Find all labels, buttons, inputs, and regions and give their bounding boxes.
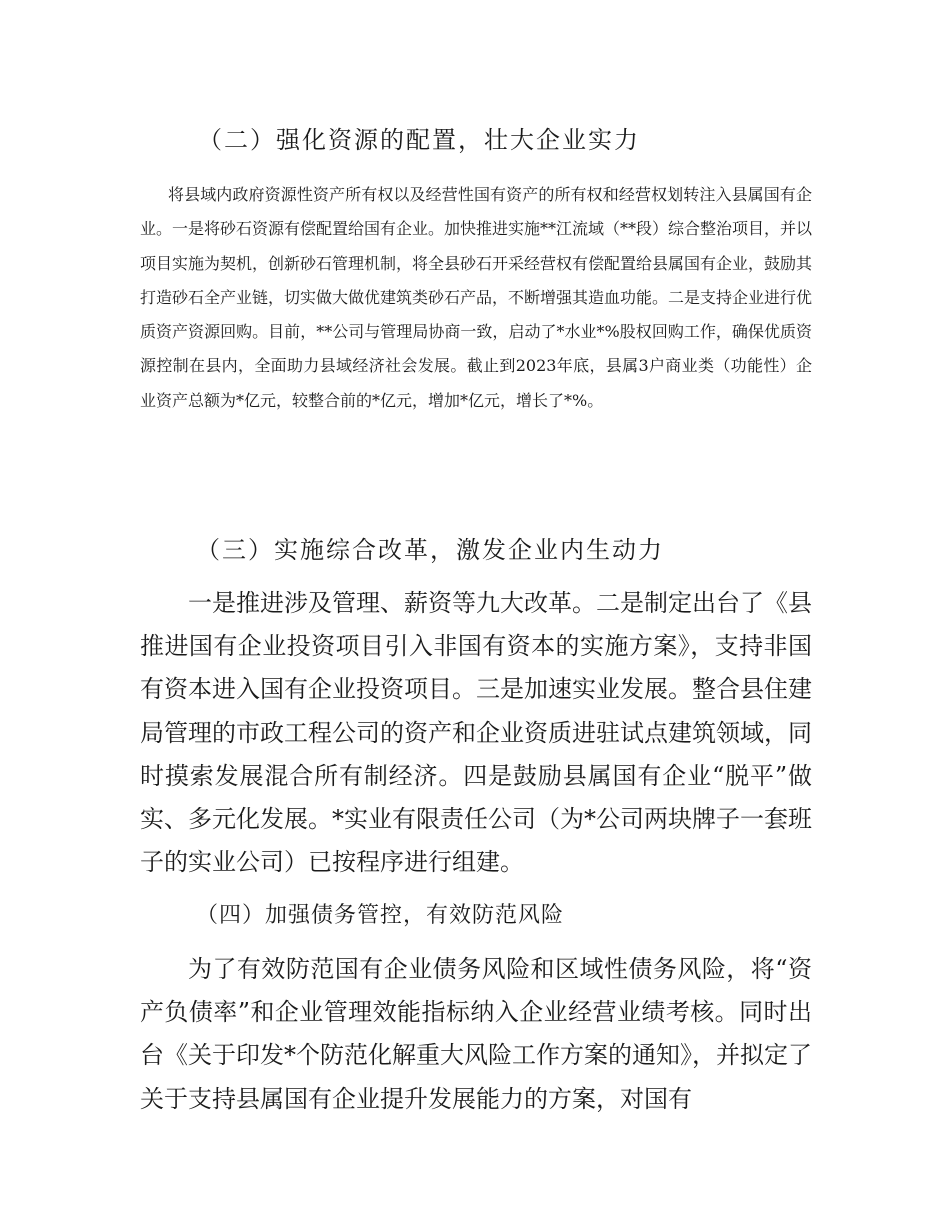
section-body-debt-control: 为了有效防范国有企业债务风险和区域性债务风险，将“资产负债率”和企业管理效能指标纳入企业经营业绩考核。同时出台《关于印发*个防范化解重大风险工作方案的通知》，并拟定了关于支持县属国有企业提升发展能力的方案，对国有 <box>140 955 812 1113</box>
section-body-comprehensive-reform: 一是推进涉及管理、薪资等九大改革。二是制定出台了《县推进国有企业投资项目引入非国有资本的实施方案》，支持非国有资本进入国有企业投资项目。三是加速实业发展。整合县住建局管理的市政工程公司的资产和企业资质进驻试点建筑领域，同时摸索发展混合所有制经济。四是鼓励县属国有企业“脱平”做实、多元化发展。*实业有限责任公司（为*公司两块牌子一套班子的实业公司）已按程序进行组建。 <box>140 589 812 877</box>
section-body-resource-allocation: 将县域内政府资源性资产所有权以及经营性国有资产的所有权和经营权划转注入县属国有企业。一是将砂石资源有偿配置给国有企业。加快推进实施**江流域（**段）综合整治项目，并以项目实施为契机，创新砂石管理机制，将全县砂石开采经营权有偿配置给县属国有企业，鼓励其打造砂石全产业链，切实做大做优建筑类砂石产品，不断增强其造血功能。二是支持企业进行优质资产资源回购。目前，**公司与管理局协商一致，启动了*水业*%股权回购工作，确保优质资源控制在县内，全面助力县域经济社会发展。截止到2023年底，县属3户商业类（功能性）企业资产总额为*亿元，较整合前的*亿元，增加*亿元，增长了*%。 <box>140 185 813 410</box>
section-heading-debt-control: （四）加强债务管控，有效防范风险 <box>196 903 565 928</box>
section-heading-resource-allocation: （二）强化资源的配置，壮大企业实力 <box>198 126 640 154</box>
section-heading-comprehensive-reform: （三）实施综合改革，激发企业内生动力 <box>196 536 664 564</box>
